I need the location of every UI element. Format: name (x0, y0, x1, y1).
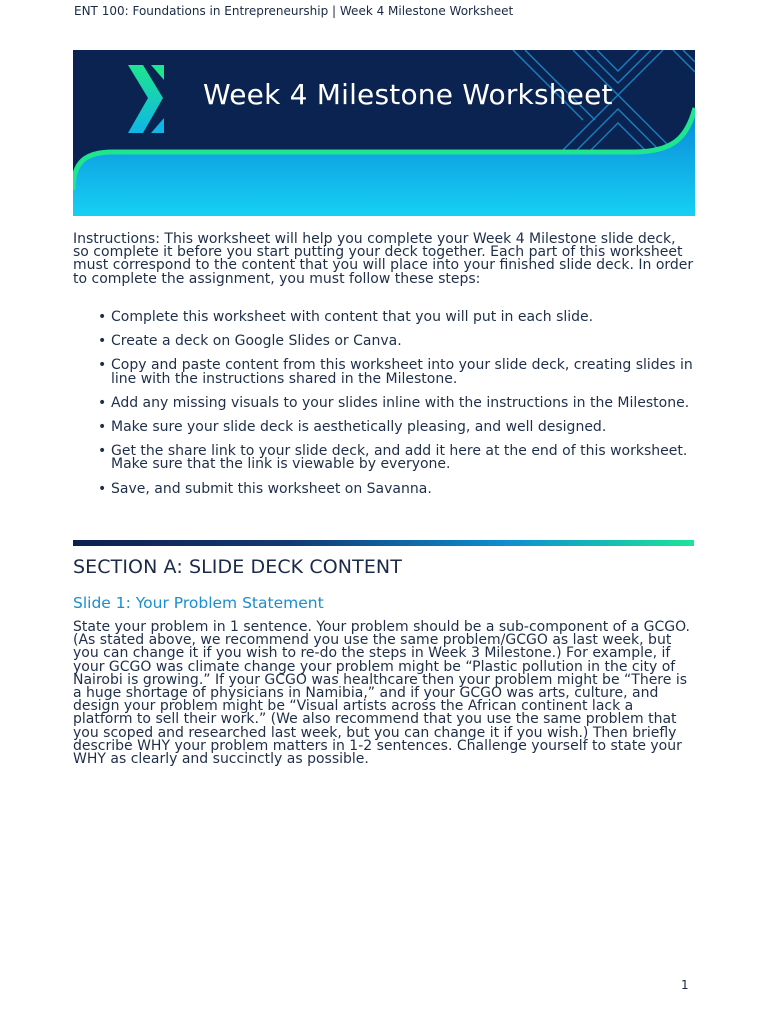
steps-list (98, 311, 698, 507)
banner-graphic (73, 50, 695, 216)
bullet-icon: • (98, 357, 107, 374)
list-item (98, 480, 698, 497)
list-item (98, 335, 698, 348)
bullet-icon: • (98, 480, 107, 497)
instructions-paragraph: Instructions: This worksheet will help you complete your Week 4 Milestone slide deck, so complete it before you start putting your deck together. Each part of this worksheet must correspond to the content that you will place into your finished slide deck. In order to complete the assignment, you must follow these steps: (73, 231, 694, 287)
section-heading: SECTION A: SLIDE DECK CONTENT (73, 556, 402, 578)
list-item (98, 311, 698, 324)
list-item (98, 359, 698, 385)
step-text: Save, and submit this worksheet on Savanna. (111, 480, 432, 497)
step-text: Add any missing visuals to your slides inline with the instructions in the Milestone. (111, 394, 690, 411)
bullet-icon: • (98, 309, 107, 325)
slide-instructions: State your problem in 1 sentence. Your problem should be a sub-component of a GCGO. (As stated above, we recommend you use the same problem/GCGO as last week, but you can change it if you wish to re-do the steps in Week 3 Milestone.) For example, if your GCGO was climate change your problem might be “Plastic pollution in the city of Nairobi is growing.” If your GCGO was healthcare then your problem might be “There is a huge shortage of physicians in Namibia,” and if your GCGO was arts, culture, and design your problem might be “Visual artists across the African continent lack a platform to sell their work.” (We also recommend that you use the same problem that you scoped and researched last week, but you can change it if you wish.) Then briefly describe WHY your problem matters in 1-2 sentences. Challenge yourself to state your WHY as clearly and succinctly as possible. (73, 619, 690, 768)
list-item (98, 445, 698, 471)
bullet-icon: • (98, 443, 107, 460)
step-text: Copy and paste content from this worksheet into your slide deck, creating slides in line with the instructions shared in the Milestone. (111, 357, 693, 387)
running-header: ENT 100: Foundations in Entrepreneurship | Week 4 Milestone Worksheet (74, 4, 514, 18)
bullet-icon: • (98, 419, 107, 436)
section-divider (73, 540, 694, 546)
list-item (98, 394, 698, 411)
bullet-icon: • (98, 394, 107, 411)
bullet-icon: • (98, 333, 107, 350)
page-number: 1 (681, 978, 689, 992)
title-banner (73, 50, 695, 216)
list-item (98, 421, 698, 434)
banner-title: Week 4 Milestone Worksheet (203, 78, 613, 111)
step-text: Create a deck on Google Slides or Canva. (111, 333, 402, 350)
step-text: Complete this worksheet with content that you will put in each slide. (111, 309, 594, 325)
step-text: Make sure your slide deck is aesthetically pleasing, and well designed. (111, 419, 607, 436)
logo-icon (127, 64, 165, 134)
slide-heading: Slide 1: Your Problem Statement (73, 594, 324, 612)
step-text: Get the share link to your slide deck, and add it here at the end of this worksheet. Make sure that the link is viewable by everyone. (111, 443, 688, 473)
